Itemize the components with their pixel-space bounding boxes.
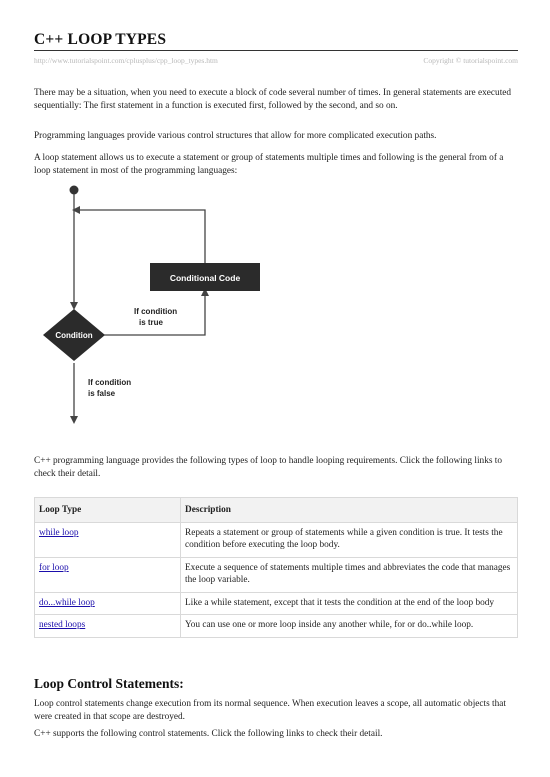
loop-control-paragraph-1: Loop control statements change execution from its normal sequence. When execution leaves a scope, all automatic objects that were created in that scope are destroyed.: [34, 699, 506, 722]
loop-type-cell: [35, 615, 181, 638]
table-row: [35, 557, 518, 592]
table-row: [35, 522, 518, 557]
page-title: C++ LOOP TYPES: [34, 31, 167, 48]
intro-paragraph-1: There may be a situation, when you need to execute a block of code several number of times. In general statements are executed sequentially: The first statement in a function is executed first, followed by the second, and so on.: [34, 88, 512, 111]
flow-arrow-loopback: [76, 210, 205, 263]
header-loop-type: Loop Type: [35, 498, 181, 523]
loop-flow-diagram: [34, 180, 241, 430]
intro-paragraph-3: A loop statement allows us to execute a statement or group of statements multiple times and following is the general from of a loop statement in most of the programming languages:: [34, 153, 504, 176]
for-loop-link[interactable]: for loop: [39, 562, 69, 573]
table-header-row: [35, 498, 518, 523]
do-while-loop-link[interactable]: do...while loop: [39, 597, 95, 608]
nested-loops-link[interactable]: nested loops: [39, 620, 86, 630]
table-row: [35, 615, 518, 638]
copyright-notice: Copyright © tutorialspoint.com: [423, 56, 518, 65]
false-label-line-2: is false: [88, 389, 116, 398]
loop-type-cell: [35, 592, 181, 615]
false-label-line-1: If condition: [88, 378, 132, 387]
title-rule: [34, 50, 518, 51]
table-row: [35, 592, 518, 615]
description-cell: Like a while statement, except that it tests the condition at the end of the loop body: [181, 592, 518, 615]
table-intro-paragraph: C++ programming language provides the following types of loop to handle looping requirements. Click the following links to check their detail.: [34, 456, 503, 479]
loop-type-cell: [35, 522, 181, 557]
loop-control-paragraph-2: C++ supports the following control statements. Click the following links to check their detail.: [34, 729, 383, 739]
while-loop-link[interactable]: while loop: [39, 527, 79, 538]
condition-label: Condition: [55, 331, 93, 340]
header-description: Description: [181, 498, 518, 523]
source-url: http://www.tutorialspoint.com/cplusplus/cpp_loop_types.htm: [34, 56, 218, 65]
description-cell: Repeats a statement or group of statements while a given condition is true. It tests the condition before executing the loop body.: [181, 522, 518, 557]
loop-type-cell: [35, 557, 181, 592]
intro-paragraph-2: Programming languages provide various control structures that allow for more complicated execution paths.: [34, 131, 437, 141]
true-label-line-2: is true: [139, 318, 164, 327]
description-cell: Execute a sequence of statements multiple times and abbreviates the code that manages the loop variable.: [181, 557, 518, 592]
description-cell: You can use one or more loop inside any another while, for or do..while loop.: [181, 615, 518, 638]
loop-types-table: [34, 497, 518, 638]
true-label-line-1: If condition: [134, 307, 178, 316]
start-node: [70, 186, 79, 195]
loop-control-heading: Loop Control Statements:: [34, 676, 184, 691]
conditional-code-label: Conditional Code: [169, 273, 241, 283]
